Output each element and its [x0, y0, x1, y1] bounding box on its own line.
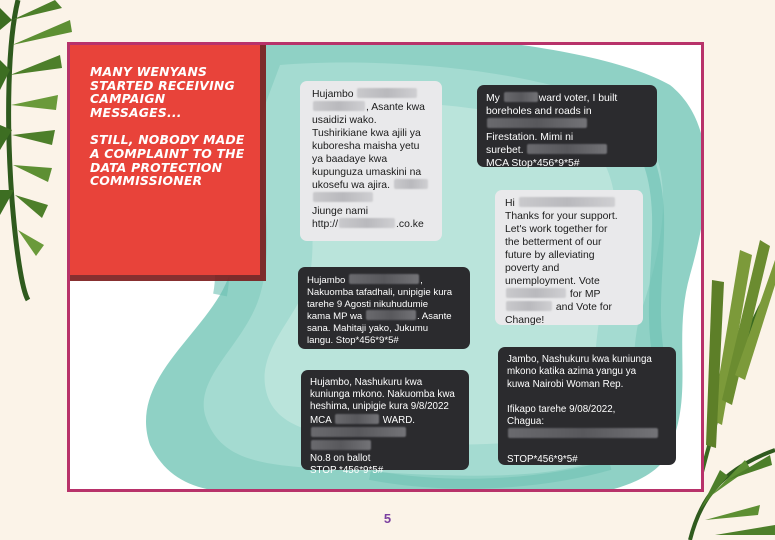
msg3-line: and Vote for [555, 302, 612, 313]
redacted-block [506, 288, 566, 298]
msg2-line: MCA Stop*456*9*5# [486, 158, 580, 169]
msg1-line: kuboresha maisha yetu [312, 141, 420, 152]
palm-leaf-left-icon [0, 0, 72, 300]
msg6-line: Chagua: [507, 416, 545, 428]
msg3-line: Hi [505, 198, 515, 209]
msg5-line: kuniunga mkono. Nakuomba kwa [310, 389, 455, 401]
redacted-block [504, 92, 538, 102]
msg6-line: Ifikapo tarehe 9/08/2022, [507, 403, 616, 415]
msg6-line: mkono katika azima yangu ya [507, 366, 637, 378]
redacted-block [313, 192, 373, 202]
comic-panel [67, 42, 704, 492]
msg1-line: ukosefu wa ajira. [312, 180, 390, 191]
redacted-block [506, 301, 552, 311]
msg1-line: Jiunge nami [312, 206, 369, 217]
redacted-block [349, 274, 419, 284]
msg3-line: future by alleviating [505, 250, 595, 261]
redacted-block [394, 179, 428, 189]
msg5-line: STOP *456*9*5# [310, 465, 384, 477]
msg4-line: langu. Stop*456*9*5# [307, 334, 399, 346]
msg5-line: WARD. [382, 414, 415, 426]
msg3-line: Change! [505, 315, 545, 326]
redacted-block [519, 197, 615, 207]
redacted-block [311, 440, 371, 450]
msg5-line: MCA [310, 414, 332, 426]
msg3-line: poverty and [505, 263, 560, 274]
redacted-block [508, 428, 658, 438]
redacted-block [339, 218, 395, 228]
msg3-line: Let's work together for [505, 224, 608, 235]
msg4-line: . Asante [416, 311, 452, 323]
msg2-line: ward voter, I built [538, 93, 618, 104]
sms-message-3 [495, 190, 643, 325]
msg6-line: kuwa Nairobi Woman Rep. [507, 378, 624, 390]
msg1-line: http:// [312, 219, 338, 230]
msg1-line: Tushirikiane kwa ajili ya [312, 128, 421, 139]
msg6-line: STOP*456*9*5# [507, 454, 578, 466]
caption-box [70, 45, 260, 275]
redacted-block [527, 144, 607, 154]
msg4-line: sana. Mahitaji yako, Jukumu [307, 323, 429, 335]
msg1-line: ya baadaye kwa [312, 154, 388, 165]
palm-leaf-right-icon [700, 240, 775, 480]
redacted-block [313, 101, 365, 111]
msg1-line: usaidizi wako. [312, 115, 377, 126]
caption-text-2: STILL, NOBODY MADE A COMPLAINT TO THE DATA PROTECTION COMMISSIONER [90, 132, 245, 189]
msg6-line: Jambo, Nashukuru kwa kuniunga [507, 354, 652, 365]
msg3-line: Thanks for your support. [505, 211, 618, 222]
msg5-line: Hujambo, Nashukuru kwa [310, 377, 423, 388]
sms-message-5 [301, 370, 469, 477]
msg4-line: Hujambo [307, 275, 346, 286]
msg5-line: No.8 on ballot [310, 453, 371, 465]
caption-text-1: MANY WENYANS STARTED RECEIVING CAMPAIGN MESSAGES... [90, 64, 235, 120]
page-number: 5 [383, 511, 392, 526]
msg2-line: boreholes and roads in [486, 106, 592, 117]
msg4-line: tarehe 9 Agosti nikuhudumie [307, 298, 429, 310]
msg3-line: the betterment of our [505, 237, 602, 248]
msg3-line: unemployment. Vote [505, 276, 600, 287]
msg4-line: Nakuomba tafadhali, unipigie kura [307, 286, 453, 298]
redacted-block [335, 414, 379, 424]
sms-message-1 [300, 81, 442, 241]
sms-message-6 [498, 347, 676, 465]
msg5-line: heshima, unipigie kura 9/8/2022 [310, 401, 449, 413]
sms-message-2 [477, 85, 657, 167]
msg1-line: .co.ke [396, 219, 424, 230]
redacted-block [487, 118, 587, 128]
msg2-line: My [486, 93, 500, 104]
msg1-line: Hujambo [312, 89, 354, 100]
msg4-line: kama MP wa [307, 311, 363, 323]
sms-message-4: Hujambo , Nakuomba tafadhali, unipigie kura tarehe 9 Agosti nikuhudumie kama MP wa . Asante sana. Mahitaji yako, Jukumu langu. Stop*456*9*5# [298, 267, 470, 349]
redacted-block [357, 88, 417, 98]
msg1-line: kupunguza umaskini na [312, 167, 422, 178]
redacted-block [366, 310, 416, 320]
msg2-line: Firestation. Mimi ni [486, 132, 574, 143]
msg1-line: , Asante kwa [366, 102, 425, 113]
msg3-line: for MP [569, 289, 601, 300]
redacted-block [311, 427, 406, 437]
msg2-line: surebet. [486, 145, 524, 156]
